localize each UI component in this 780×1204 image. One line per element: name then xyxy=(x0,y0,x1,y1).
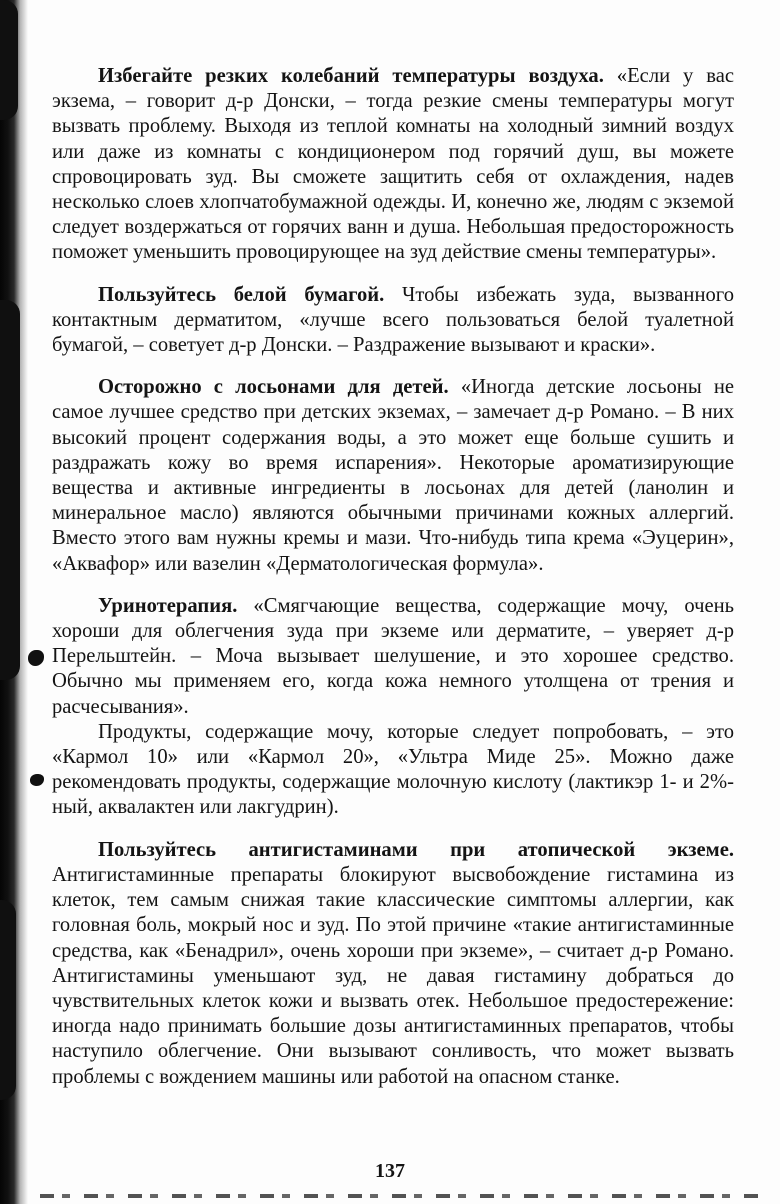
page-number: 137 xyxy=(375,1160,405,1182)
paragraph-antihistamines xyxy=(52,838,734,1090)
margin-ink-mark xyxy=(30,774,44,786)
paragraph-heading: Пользуйтесь антигистаминами при атопической экземе. xyxy=(98,838,734,861)
paragraph-urea-products xyxy=(52,720,734,821)
paragraph-heading: Избегайте резких колебаний температуры воздуха. xyxy=(98,65,604,87)
scan-edge-noise xyxy=(40,1194,760,1198)
paragraph-body: «Если у вас экзема, – говорит д-р Донски, – тогда резкие смены температуры могут вызвать проблему. Выходя из теплой комнаты на холодный зимний воздух или даже из комнаты с кондиционером под горячий душ, вы можете спровоцировать зуд. Вы сможете защитить себя от охлаждения, надев несколько слоев хлопчатобумажной одежды. И, конечно же, людям с экземой следует воздержаться от горячих ванн и душа. Небольшая предосторожность поможет уменьшить провоцирующее на зуд действие смены температуры». xyxy=(52,65,734,264)
paragraph-temperature xyxy=(52,64,734,266)
paragraph-body: Продукты, содержащие мочу, которые следует попробовать, – это «Кармол 10» или «Кармол 20», «Ультра Миде 25». Можно даже рекомендовать продукты, содержащие молочную кислоту (лактикэр 1- и 2%-ный, аквалактен или лакгудрин). xyxy=(52,720,734,819)
paragraph-body: Чтобы избежать зуда, вызванного контактным дерматитом, «лучше всего пользоваться белой туалетной бумагой, – советует д-р Донски. – Раздражение вызывают и краски». xyxy=(52,283,734,357)
paragraph-body: «Смягчающие вещества, содержащие мочу, очень хороши для облегчения зуда при экземе или дерматите, – уверяет д-р Перельштейн. – Моча вызывает шелушение, и это хорошее средство. Обычно мы применяем его, когда кожа немного утолщена от трения и расчесывания». xyxy=(52,594,734,718)
paragraph-white-paper xyxy=(52,283,734,359)
paragraph-body: Антигистаминные препараты блокируют высвобождение гистамина из клеток, тем самым снижая такие классические симптомы аллергии, как головная боль, мокрый нос и зуд. По этой причине «такие антигистаминные средства, как «Бенадрил», очень хороши при экземе», – считает д-р Романо. Антигистамины уменьшают зуд, не давая гистамину добраться до чувствительных клеток кожи и вызвать отек. Небольшое предостережение: иногда надо принимать большие дозы антигистаминных препаратов, чтобы наступило облегчение. Они вызывают сонливость, что может вызвать проблемы с вождением машины или работой на опасном станке. xyxy=(52,863,734,1088)
body-text xyxy=(52,64,734,1107)
binding-edge-dark xyxy=(0,300,20,680)
margin-ink-mark xyxy=(28,650,44,666)
paragraph-heading: Осторожно с лосьонами для детей. xyxy=(98,376,449,399)
paragraph-body: «Иногда детские лосьоны не самое лучшее средство при детских экземах, – замечает д-р Романо. – В них высокий процент содержания воды, а это может еще больше сушить и раздражать кожу во время испарения». Некоторые ароматизирующие вещества и активные ингредиенты в лосьонах для детей (ланолин и минеральное масло) являются обычными причинами кожных аллергий. Вместо этого вам нужны кремы и мази. Что-нибудь типа крема «Эуцерин», «Аквафор» или вазелин «Дерматологическая формула». xyxy=(52,376,734,575)
paragraph-urine-therapy xyxy=(52,594,734,720)
paragraph-baby-lotions xyxy=(52,375,734,577)
binding-edge-dark xyxy=(0,0,18,120)
paragraph-heading: Пользуйтесь белой бумагой. xyxy=(98,283,385,306)
binding-edge-dark xyxy=(0,900,16,1100)
paragraph-heading: Уринотерапия. xyxy=(98,594,238,617)
